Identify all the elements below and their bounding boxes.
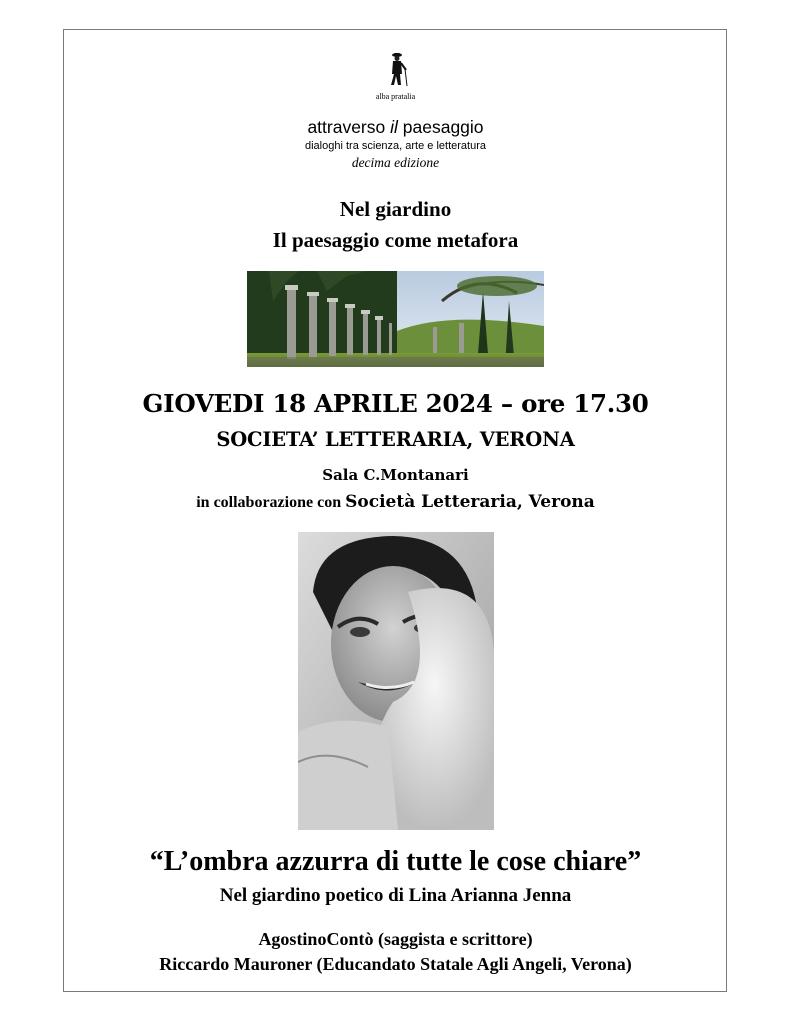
collab-prefix: in collaborazione con: [196, 494, 346, 511]
series-title-italic: il: [390, 117, 398, 137]
event-venue: SOCIETA’ LETTERARIA, VERONA: [216, 428, 575, 451]
series-title: [0, 117, 791, 138]
talk-title: “L’ombra azzurra di tutte le cose chiare”: [149, 846, 642, 877]
series-subtitle: dialoghi tra scienza, arte e letteratura: [305, 140, 486, 152]
theme-line-1: Nel giardino: [339, 197, 452, 221]
series-title-prefix: attraverso: [307, 117, 391, 137]
garden-photo: [247, 271, 544, 367]
theme-line-2: Il paesaggio come metafora: [272, 228, 519, 252]
portrait-photo: [298, 532, 494, 830]
walking-man-logo-icon: [384, 50, 410, 90]
collab-partner: Società Letteraria, Verona: [345, 492, 595, 512]
event-date-time: GIOVEDI 18 APRILE 2024 – ore 17.30: [142, 389, 649, 418]
talk-subtitle: Nel giardino poetico di Lina Arianna Jenna: [219, 885, 572, 906]
speaker-1: AgostinoContò (saggista e scrittore): [258, 929, 533, 949]
series-title-suffix: paesaggio: [397, 117, 484, 137]
speaker-2: Riccardo Mauroner (Educandato Statale Agli Angeli, Verona): [159, 954, 632, 974]
event-room: Sala C.Montanari: [322, 466, 469, 484]
series-edition: decima edizione: [351, 155, 440, 170]
event-collaboration: [0, 492, 791, 512]
publisher-name: alba pratalia: [375, 92, 416, 101]
